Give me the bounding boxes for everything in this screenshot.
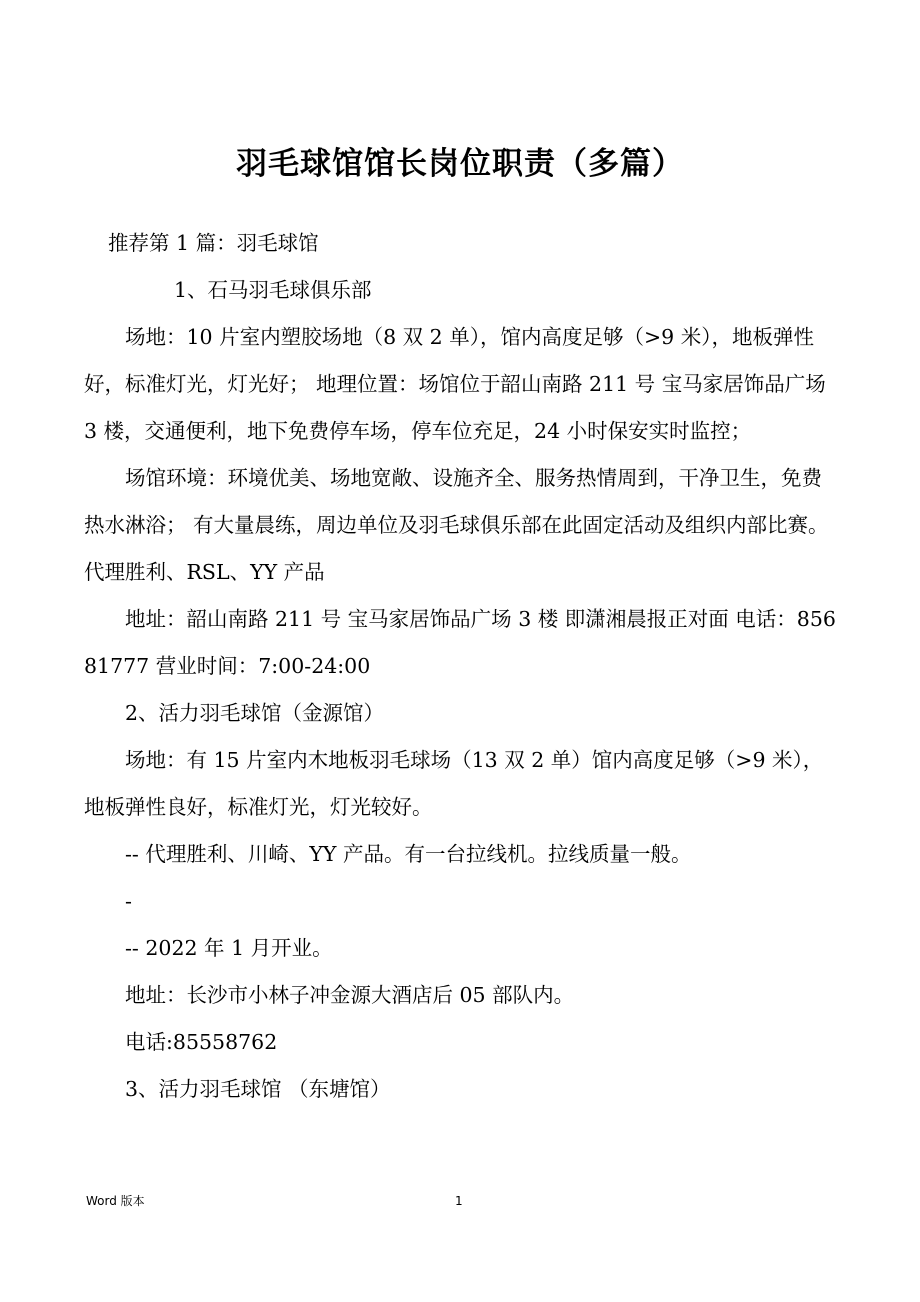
item-heading-1: 1、石马羽毛球俱乐部 [174, 278, 372, 302]
paragraph-opening-2: -- 2022 年 1 月开业。 [125, 936, 333, 960]
paragraph-address-1: 地址：韶山南路 211 号 宝马家居饰品广场 3 楼 即潇湘晨报正对面 电话：85681777 营业时间：7:00-24:00 [84, 607, 836, 678]
footer-version-label: Word 版本 [86, 1194, 145, 1208]
item-heading-2: 2、活力羽毛球馆（金源馆） [125, 701, 385, 725]
paragraph-environment-1: 场馆环境：环境优美、场地宽敞、设施齐全、服务热情周到，干净卫生，免费热水淋浴； 有大量晨练，周边单位及羽毛球俱乐部在此固定活动及组织内部比赛。 代理胜利、RSL、YY 产品 [84, 466, 829, 584]
paragraph-venue-1: 场地：10 片室内塑胶场地（8 双 2 单），馆内高度足够（>9 米），地板弹性好，标准灯光，灯光好； 地理位置：场馆位于韶山南路 211 号 宝马家居饰品广场 3 楼，交通便利，地下免费停车场，停车位充足，24 小时保安实时监控； [84, 325, 826, 443]
section-heading: 推荐第 1 篇：羽毛球馆 [108, 231, 319, 255]
paragraph-address-2: 地址：长沙市小林子冲金源大酒店后 05 部队内。 [125, 983, 575, 1007]
paragraph-phone-2: 电话:85558762 [125, 1030, 278, 1054]
paragraph-venue-2: 场地：有 15 片室内木地板羽毛球场（13 双 2 单）馆内高度足够（>9 米），地板弹性良好，标准灯光，灯光较好。 [84, 748, 824, 819]
document-title: 羽毛球馆馆长岗位职责（多篇） [236, 146, 684, 182]
paragraph-dash: - [125, 889, 132, 913]
document-body [84, 220, 836, 1113]
footer-page-number: 1 [455, 1194, 463, 1208]
paragraph-agent-2: -- 代理胜利、川崎、YY 产品。有一台拉线机。拉线质量一般。 [125, 842, 692, 866]
item-heading-3: 3、活力羽毛球馆 （东塘馆） [125, 1077, 391, 1101]
